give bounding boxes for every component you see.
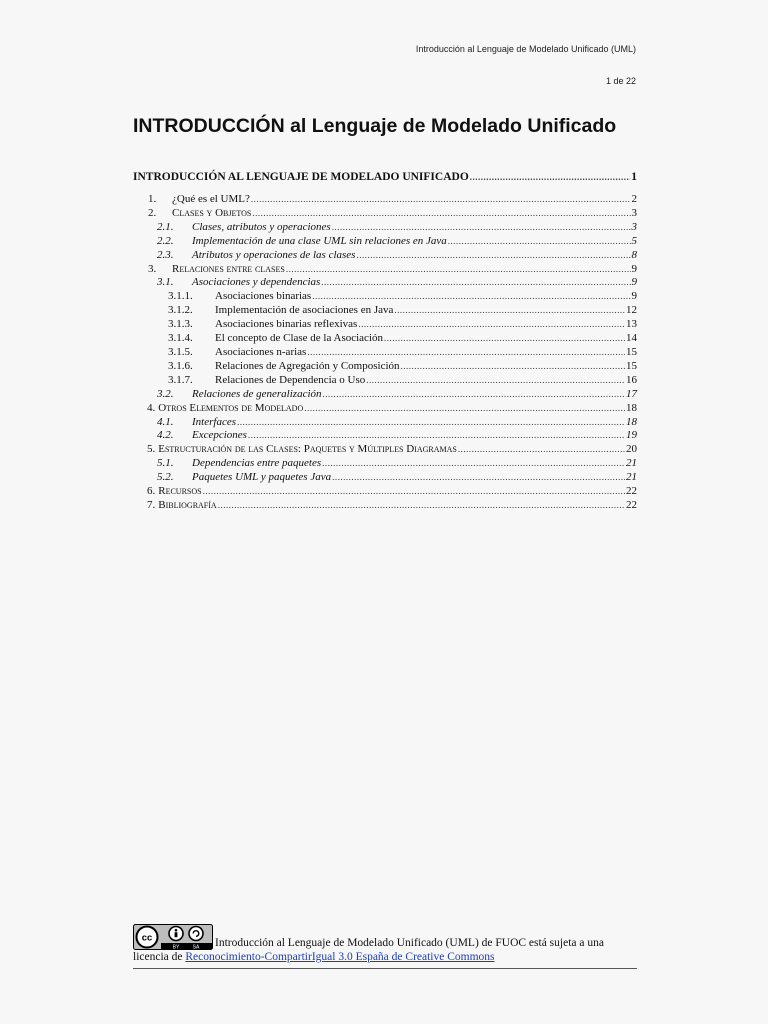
toc-leader <box>401 360 625 374</box>
toc-leader <box>394 304 625 318</box>
toc-entry[interactable] <box>133 471 637 485</box>
toc-label: Asociaciones binarias <box>215 290 312 303</box>
toc-entry[interactable] <box>133 332 637 346</box>
toc-leader <box>321 276 630 290</box>
toc-label: Relaciones de Agregación y Composición <box>215 359 400 372</box>
toc-number: 2. <box>148 206 157 219</box>
toc-page: 9 <box>631 290 637 303</box>
footer-divider <box>133 968 637 969</box>
toc-number: 3.1.3. <box>168 318 193 331</box>
toc-entry[interactable] <box>133 374 637 388</box>
toc-page: 18 <box>626 401 637 414</box>
toc-page: 2 <box>631 193 637 205</box>
toc-leader <box>332 221 631 235</box>
toc-leader <box>323 388 625 402</box>
toc-leader <box>356 249 630 263</box>
toc-page: 3 <box>631 206 637 219</box>
toc-label: El concepto de Clase de la Asociación <box>215 332 383 345</box>
toc-entry[interactable] <box>133 276 637 290</box>
svg-text:cc: cc <box>141 932 153 944</box>
toc-entry[interactable] <box>133 304 637 318</box>
badge-sa-label: SA <box>192 944 200 950</box>
toc-number: 2.3. <box>157 248 174 261</box>
toc-label: Implementación de una clase UML sin relaciones en Java <box>192 234 447 247</box>
toc-entry[interactable] <box>133 318 637 332</box>
toc-leader <box>470 170 630 184</box>
toc-number: 3.1.4. <box>168 332 193 345</box>
document-title: INTRODUCCIÓN al Lenguaje de Modelado Unificado <box>133 115 617 137</box>
toc-leader <box>322 457 625 471</box>
toc-entry[interactable] <box>133 485 637 499</box>
toc-label: Asociaciones y dependencias <box>192 276 321 289</box>
toc-number: 5.2. <box>157 471 174 484</box>
toc-page: 8 <box>631 248 637 261</box>
toc-leader <box>448 235 631 249</box>
toc-label: Excepciones <box>192 429 247 442</box>
toc-entry[interactable] <box>133 235 637 249</box>
toc-leader <box>304 402 625 416</box>
toc-number: 3.1.5. <box>168 345 193 358</box>
toc-number: 3.1.6. <box>168 359 193 372</box>
toc-page: 15 <box>626 359 637 372</box>
toc-entries <box>133 193 637 513</box>
toc-entry[interactable] <box>133 221 637 235</box>
toc-page: 17 <box>626 387 637 400</box>
table-of-contents <box>133 170 637 513</box>
toc-label: Atributos y operaciones de las clases <box>192 248 356 261</box>
toc-entry[interactable] <box>133 290 637 304</box>
toc-page: 22 <box>626 498 637 511</box>
toc-page: 19 <box>626 429 637 442</box>
toc-number: 3. <box>148 262 157 275</box>
toc-leader <box>332 471 625 485</box>
toc-number: 3.1. <box>157 276 174 289</box>
toc-main-entry[interactable] <box>133 170 637 184</box>
toc-number: 5. <box>147 443 156 456</box>
toc-leader <box>384 332 625 346</box>
toc-entry[interactable] <box>133 388 637 402</box>
toc-label: Clases, atributos y operaciones <box>192 220 331 233</box>
toc-label: Asociaciones n-arias <box>215 345 307 358</box>
toc-leader <box>248 429 625 443</box>
license-footer <box>133 924 637 964</box>
creative-commons-by-sa-icon[interactable] <box>133 924 213 950</box>
toc-leader <box>358 318 625 332</box>
toc-label: Relaciones entre clases <box>172 262 285 275</box>
toc-number: 3.1.1. <box>168 290 193 303</box>
toc-label: Relaciones de Dependencia o Uso <box>215 373 366 386</box>
toc-number: 2.1. <box>157 220 174 233</box>
toc-label: Bibliografía <box>158 498 217 511</box>
toc-number: 6. <box>147 485 156 498</box>
toc-entry[interactable] <box>133 429 637 443</box>
toc-number: 1. <box>148 193 157 205</box>
toc-number: 4.1. <box>157 415 174 428</box>
toc-page: 5 <box>631 234 637 247</box>
toc-label: Interfaces <box>192 415 236 428</box>
toc-number: 3.2. <box>157 387 174 400</box>
toc-page: 1 <box>631 171 637 183</box>
toc-label: ¿Qué es el UML? <box>172 193 250 205</box>
toc-label: Implementación de asociaciones en Java <box>215 304 394 317</box>
toc-number: 7. <box>147 498 156 511</box>
toc-page: 12 <box>626 304 637 317</box>
toc-leader <box>286 263 631 277</box>
page-indicator: 1 de 22 <box>605 76 636 86</box>
toc-leader <box>458 443 625 457</box>
toc-entry[interactable] <box>133 360 637 374</box>
toc-label: Paquetes UML y paquetes Java <box>192 471 332 484</box>
toc-label: Clases y Objetos <box>172 206 252 219</box>
toc-entry[interactable] <box>133 443 637 457</box>
toc-label: INTRODUCCIÓN AL LENGUAJE DE MODELADO UNIFICADO <box>133 171 469 183</box>
toc-entry[interactable] <box>133 499 637 513</box>
license-prefix: licencia de <box>133 951 183 963</box>
toc-page: 9 <box>631 276 637 289</box>
toc-page: 3 <box>631 220 637 233</box>
toc-entry[interactable] <box>133 249 637 263</box>
toc-leader <box>237 416 625 430</box>
toc-leader <box>312 290 630 304</box>
running-header: Introducción al Lenguaje de Modelado Unificado (UML) <box>415 44 636 54</box>
toc-leader <box>307 346 625 360</box>
toc-label: Asociaciones binarias reflexivas <box>215 318 358 331</box>
toc-page: 15 <box>626 345 637 358</box>
toc-entry[interactable] <box>133 263 637 277</box>
toc-page: 16 <box>626 373 637 386</box>
toc-label: Otros Elementos de Modelado <box>158 401 304 414</box>
toc-number: 5.1. <box>157 457 174 470</box>
toc-label: Relaciones de generalización <box>192 387 322 400</box>
toc-page: 14 <box>626 332 637 345</box>
toc-number: 4. <box>147 401 156 414</box>
toc-page: 9 <box>631 262 637 275</box>
toc-page: 21 <box>626 471 637 484</box>
toc-page: 20 <box>626 443 637 456</box>
toc-number: 2.2. <box>157 234 174 247</box>
toc-leader <box>252 207 630 221</box>
toc-label: Recursos <box>158 485 202 498</box>
toc-page: 21 <box>626 457 637 470</box>
toc-label: Dependencias entre paquetes <box>192 457 322 470</box>
toc-page: 22 <box>626 485 637 498</box>
toc-leader <box>203 485 625 499</box>
toc-page: 18 <box>626 415 637 428</box>
license-link[interactable]: Reconocimiento-CompartirIgual 3.0 España de Creative Commons <box>185 951 495 963</box>
badge-by-label: BY <box>172 944 180 950</box>
toc-entry[interactable] <box>133 207 637 221</box>
toc-entry[interactable] <box>133 402 637 416</box>
toc-entry[interactable] <box>133 457 637 471</box>
toc-number: 4.2. <box>157 429 174 442</box>
toc-entry[interactable] <box>133 193 637 207</box>
toc-entry[interactable] <box>133 346 637 360</box>
toc-page: 13 <box>626 318 637 331</box>
toc-number: 3.1.7. <box>168 373 193 386</box>
toc-leader <box>251 193 631 207</box>
toc-entry[interactable] <box>133 416 637 430</box>
toc-number: 3.1.2. <box>168 304 193 317</box>
toc-leader <box>218 499 625 513</box>
toc-leader <box>366 374 625 388</box>
toc-label: Estructuración de las Clases: Paquetes y Múltiples Diagramas <box>158 443 457 456</box>
license-text: Introducción al Lenguaje de Modelado Unificado (UML) de FUOC está sujeta a una <box>215 937 604 949</box>
